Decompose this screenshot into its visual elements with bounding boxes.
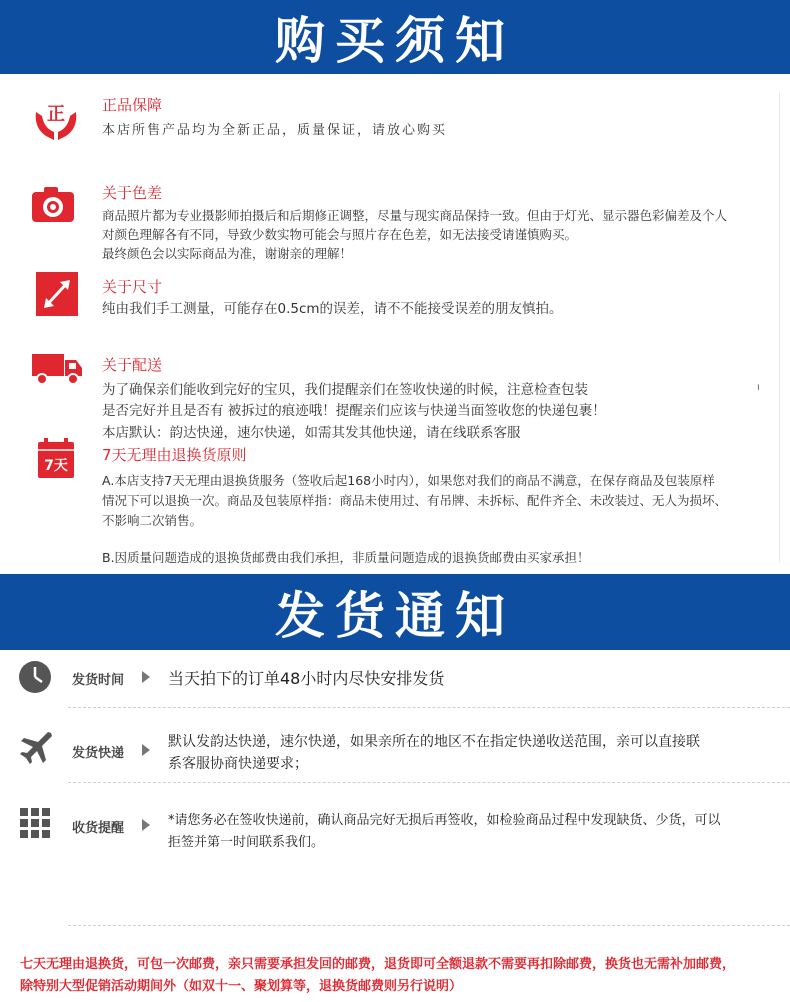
chevron-right-icon [142, 671, 150, 683]
notice-return-policy [30, 440, 770, 570]
side-divider [779, 92, 780, 562]
notice-genuine-title: 正品保障 [102, 96, 163, 114]
notice-return-line-b: B.因质量问题造成的退换货邮费由我们承担，非质量问题造成的退换货邮费由买家承担！ [102, 550, 590, 565]
row-divider [68, 782, 790, 783]
grid-icon [20, 808, 50, 842]
shipping-notice-banner [0, 574, 790, 650]
notice-size [30, 274, 770, 324]
banner-title: 购买须知 [275, 12, 515, 70]
notice-color-line: 最终颜色会以实际商品为准，谢谢亲的理解！ [102, 246, 353, 261]
notice-delivery-line: 为了确保亲们能收到完好的宝贝，我们提醒亲们在签收快递的时候，注意检查包装 [102, 382, 588, 398]
receipt-reminder-line: *请您务必在签收快递前，确认商品完好无损后再签收，如检验商品过程中发现缺货、少货，可以 [168, 813, 721, 828]
notice-size-title: 关于尺寸 [102, 278, 163, 296]
purchase-notice-banner [0, 0, 790, 74]
chevron-right-icon [142, 819, 150, 831]
notice-delivery-line: 是否完好并且是否有 被拆过的痕迹哦！提醒亲们应该与快递当面签收您的快递包裹！ [102, 403, 606, 419]
notice-color [30, 180, 770, 270]
calendar-7-days-icon [38, 438, 74, 482]
receipt-reminder-line: 拒签并第一时间联系我们。 [168, 835, 325, 850]
shipping-courier-line: 默认发韵达快递，速尔快递，如果亲所在的地区不在指定快递收送范围，亲可以直接联 [168, 734, 700, 750]
resize-arrow-icon [36, 272, 78, 320]
shipping-time-row [0, 660, 790, 700]
notice-return-line: A.本店支持7天无理由退换货服务（签收后起168小时内），如果您对我们的商品不满意，在保存商品及包装原样 [102, 473, 715, 488]
notice-delivery-line: 本店默认：韵达快递，速尔快递，如需其发其他快递，请在线联系客服 [102, 425, 521, 441]
row-divider [68, 707, 790, 708]
notice-color-line: 商品照片都为专业摄影师拍摄后和后期修正调整，尽量与现实商品保持一致。但由于灯光、显示器色彩偏差及个人 [102, 208, 728, 223]
truck-icon [32, 352, 84, 390]
notice-return-title: 7天无理由退换货原则 [102, 446, 247, 464]
camera-icon [30, 184, 76, 228]
shipping-time-text: 当天拍下的订单48小时内尽快安排发货 [168, 669, 445, 688]
hands-icon [30, 96, 82, 148]
notice-size-text: 纯由我们手工测量，可能存在0.5cm的误差，请不不能接受误差的朋友慎拍。 [102, 301, 563, 317]
notice-genuine [30, 92, 770, 152]
notice-genuine-text: 本店所售产品均为全新正品，质量保证，请放心购买 [102, 123, 448, 138]
notice-return-line: 不影响二次销售。 [102, 513, 203, 528]
receipt-reminder-label: 收货提醒 [72, 821, 125, 836]
shipping-courier-row [0, 728, 790, 778]
shipping-courier-label: 发货快递 [72, 746, 125, 761]
footer-line: 除特别大型促销活动期间外（如双十一、聚划算等，退换货邮费则另行说明） [20, 979, 463, 994]
chevron-right-icon [142, 744, 150, 756]
stray-mark: ı [757, 382, 760, 393]
notice-return-line: 情况下可以退换一次。商品及包装原样指：商品未使用过、有吊牌、未拆标、配件齐全、未改装过、无人为损坏、 [102, 493, 728, 508]
row-divider [68, 925, 790, 926]
airplane-icon [18, 730, 54, 770]
banner-title: 发货通知 [275, 587, 515, 645]
shipping-courier-line: 系客服协商快递要求； [168, 756, 308, 772]
shipping-time-label: 发货时间 [72, 673, 125, 688]
notice-color-title: 关于色差 [102, 184, 163, 202]
notice-color-line: 对颜色理解各有不同，导致少数实物可能会与照片存在色差，如无法接受请谨慎购买。 [102, 227, 578, 242]
clock-icon [18, 660, 52, 698]
notice-delivery [30, 352, 770, 442]
svg-text:正: 正 [47, 104, 65, 125]
notice-delivery-title: 关于配送 [102, 356, 163, 374]
receipt-reminder-row [0, 806, 790, 856]
footer-line: 七天无理由退换货，可包一次邮费，亲只需要承担发回的邮费，退货即可全额退款不需要再扣除邮费，换货也无需补加邮费， [20, 957, 736, 972]
svg-text:7天: 7天 [44, 458, 68, 474]
